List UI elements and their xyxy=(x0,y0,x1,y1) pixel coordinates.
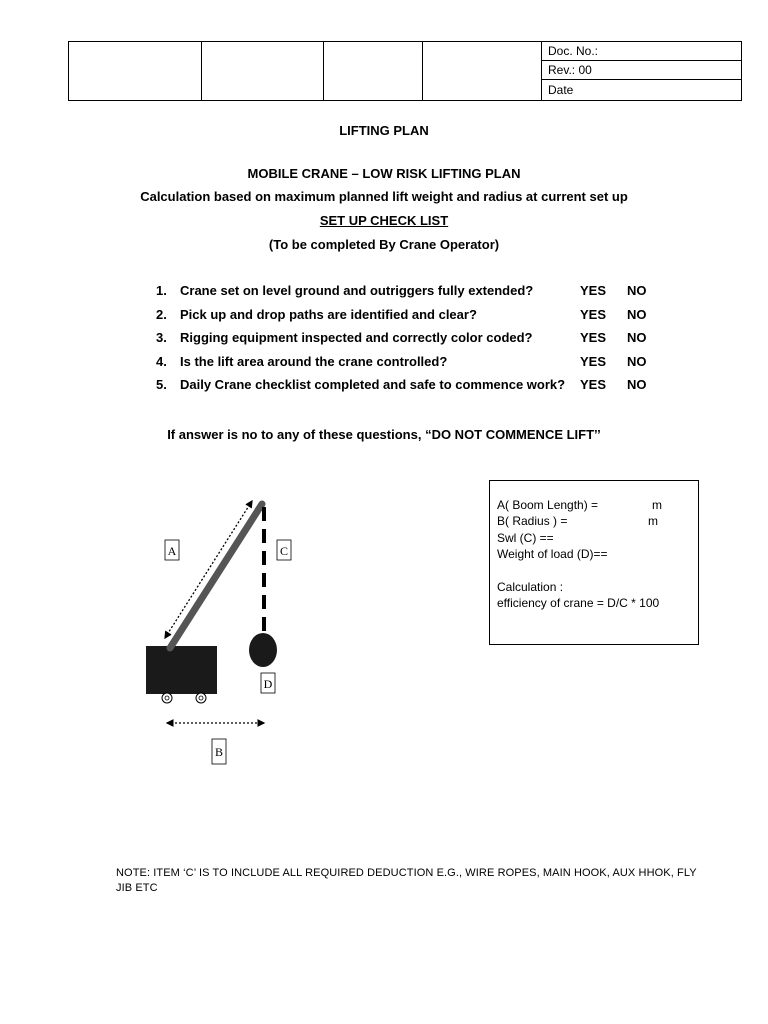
plan-subtitle: MOBILE CRANE – LOW RISK LIFTING PLAN xyxy=(247,166,521,181)
svg-text:C: C xyxy=(279,544,289,558)
checklist-item xyxy=(150,354,670,378)
yes-option: YES xyxy=(580,283,607,298)
no-option: NO xyxy=(627,283,647,298)
svg-text:B: B xyxy=(214,745,224,759)
radius-line xyxy=(497,513,692,529)
radius-label: B( Radius ) = xyxy=(497,514,568,529)
item-question: Daily Crane checklist completed and safe to commence work? xyxy=(180,377,566,392)
svg-text:D: D xyxy=(263,677,273,691)
item-question: Is the lift area around the crane controlled? xyxy=(180,353,448,369)
checklist-item xyxy=(150,377,670,401)
item-question: Pick up and drop paths are identified and clear? xyxy=(180,306,477,322)
doc-meta-cell xyxy=(542,42,742,101)
yes-option: YES xyxy=(580,377,607,392)
label-b xyxy=(212,739,226,764)
item-number: 4. xyxy=(156,353,167,369)
header-cell-3 xyxy=(324,42,423,101)
item-number: 3. xyxy=(156,330,167,345)
calculation-basis: Calculation based on maximum planned lift weight and radius at current set up xyxy=(140,189,628,204)
yes-option: YES xyxy=(580,353,607,369)
item-question: Crane set on level ground and outriggers fully extended? xyxy=(180,283,534,298)
boom-length-line xyxy=(497,497,692,513)
deduction-note: NOTE: ITEM ‘C’ IS TO INCLUDE ALL REQUIRED DEDUCTION E.G., WIRE ROPES, MAIN HOOK, AUX HHOK, FLY JIB ETC xyxy=(116,867,697,894)
calculation-label: Calculation : xyxy=(497,579,564,594)
crane-body xyxy=(146,646,217,694)
radius-unit: m xyxy=(648,514,658,529)
item-number: 5. xyxy=(156,377,167,392)
header-logo-cell xyxy=(69,42,202,101)
label-d xyxy=(261,673,275,693)
rev-field: Rev.: 00 xyxy=(542,61,741,80)
spacer xyxy=(497,563,692,579)
item-number: 2. xyxy=(156,306,167,322)
calculation-box xyxy=(489,480,699,645)
no-option: NO xyxy=(627,353,647,369)
label-a xyxy=(165,540,179,560)
no-option: NO xyxy=(627,306,647,322)
page-title: LIFTING PLAN xyxy=(339,123,429,138)
boom-length-arrow xyxy=(165,501,252,638)
header-cell-4 xyxy=(423,42,542,101)
no-option: NO xyxy=(627,330,647,345)
boom-length-label: A( Boom Length) = xyxy=(497,498,599,512)
no-option: NO xyxy=(627,377,647,392)
item-number: 1. xyxy=(156,283,167,298)
checklist-instruction: (To be completed By Crane Operator) xyxy=(268,237,500,252)
swl-line: Swl (C) == xyxy=(497,530,554,545)
item-question: Rigging equipment inspected and correctly color coded? xyxy=(180,330,533,345)
yes-option: YES xyxy=(580,330,607,345)
checklist-heading: SET UP CHECK LIST xyxy=(319,213,449,228)
yes-option: YES xyxy=(580,306,607,322)
date-field: Date xyxy=(548,83,574,97)
checklist-item xyxy=(150,307,670,331)
svg-text:A: A xyxy=(167,544,177,558)
checklist-item xyxy=(150,283,670,307)
commence-warning: If answer is no to any of these questions, “DO NOT COMMENCE LIFT’’ xyxy=(167,427,601,442)
efficiency-formula: efficiency of crane = D/C * 100 xyxy=(497,596,660,611)
setup-checklist xyxy=(150,283,670,401)
crane-boom xyxy=(167,504,262,648)
document-header-table xyxy=(68,41,742,101)
load-weight-line: Weight of load (D)== xyxy=(497,547,608,562)
checklist-item xyxy=(150,330,670,354)
crane-diagram xyxy=(140,495,300,770)
label-c xyxy=(277,540,291,560)
boom-length-unit: m xyxy=(652,498,662,512)
doc-no-field: Doc. No.: xyxy=(542,42,741,61)
crane-wheels xyxy=(162,693,206,703)
load-weight xyxy=(249,633,277,667)
checklist-heading-wrap xyxy=(0,213,768,228)
header-cell-2 xyxy=(202,42,324,101)
